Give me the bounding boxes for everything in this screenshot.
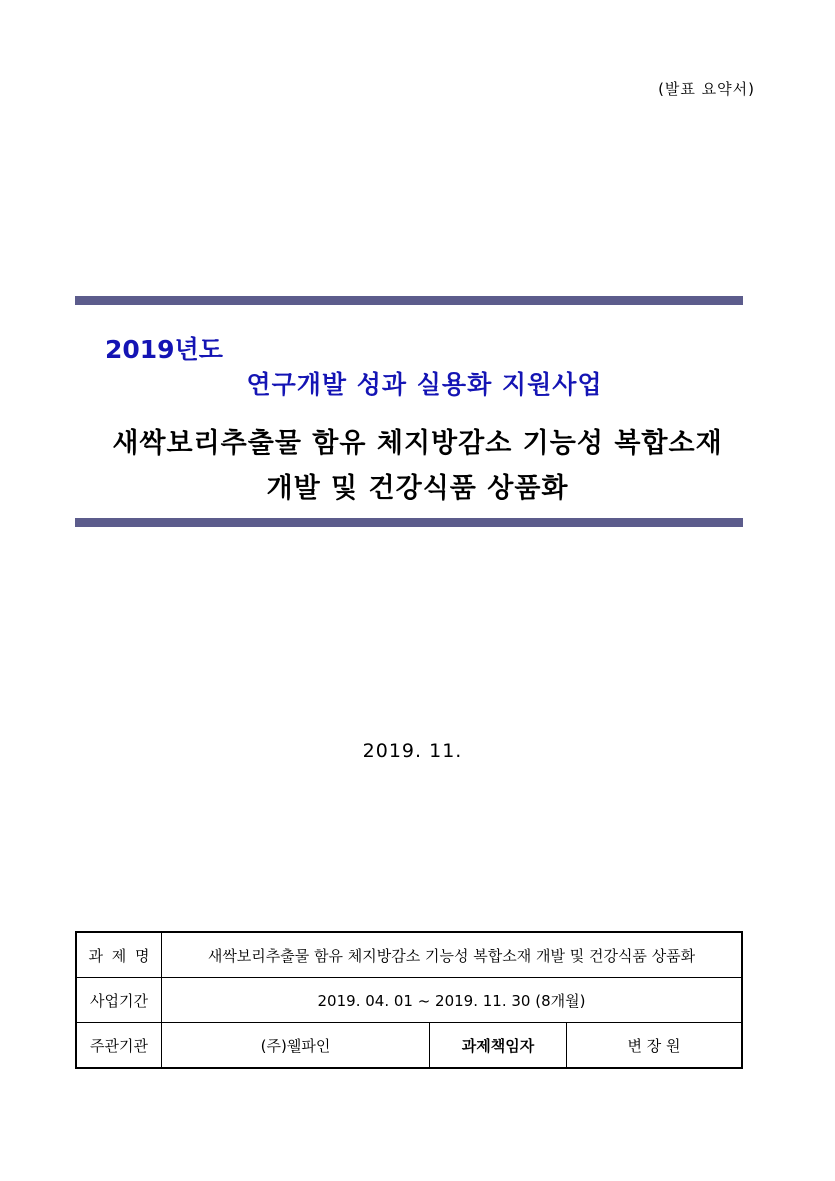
principal-investigator-value: 변 장 원	[567, 1023, 743, 1069]
period-label: 사업기간	[76, 978, 162, 1023]
project-info-table	[75, 931, 743, 1069]
document-type-label: (발표 요약서)	[658, 80, 755, 98]
table-row	[76, 932, 742, 978]
project-name-label: 과 제 명	[76, 932, 162, 978]
top-divider	[75, 296, 743, 305]
principal-investigator-label: 과제책임자	[430, 1023, 567, 1069]
table-row	[76, 978, 742, 1023]
organization-label: 주관기관	[76, 1023, 162, 1069]
program-year: 2019년도	[105, 335, 223, 364]
period-value: 2019. 04. 01 ~ 2019. 11. 30 (8개월)	[162, 978, 743, 1023]
organization-value: (주)웰파인	[162, 1023, 430, 1069]
bottom-divider	[75, 518, 743, 527]
project-title-line1: 새싹보리추출물 함유 체지방감소 기능성 복합소재	[112, 428, 723, 459]
document-date: 2019. 11.	[362, 740, 463, 762]
project-name-value: 새싹보리추출물 함유 체지방감소 기능성 복합소재 개발 및 건강식품 상품화	[162, 932, 743, 978]
program-name: 연구개발 성과 실용화 지원사업	[246, 370, 603, 399]
project-title-line2: 개발 및 건강식품 상품화	[266, 473, 569, 504]
table-row	[76, 1023, 742, 1069]
